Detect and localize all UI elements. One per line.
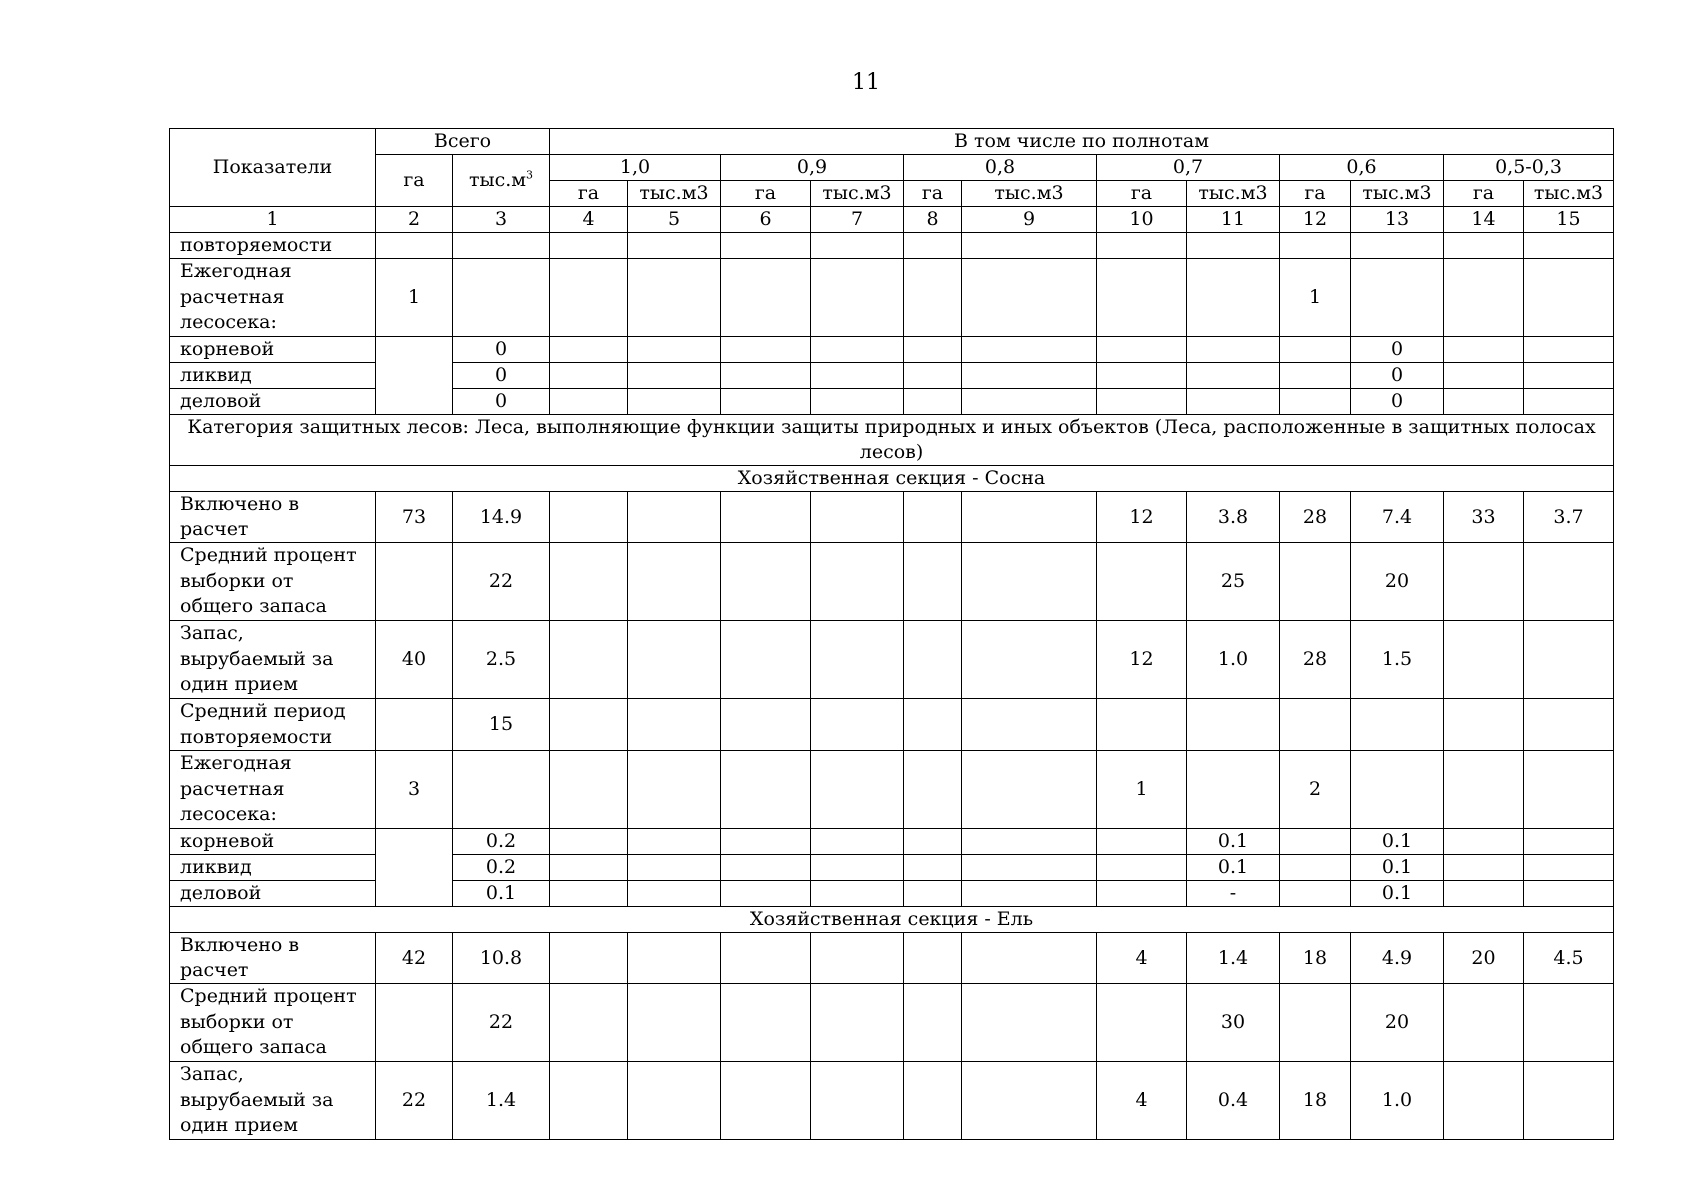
header-total-ha: га xyxy=(376,155,453,207)
cell: 33 xyxy=(1444,492,1524,543)
section-title-spruce: Хозяйственная секция - Ель xyxy=(170,907,1614,933)
unit-thous-m3: тыс.м3 xyxy=(811,181,904,207)
cell: 0 xyxy=(453,389,550,415)
cell: 3.8 xyxy=(1187,492,1280,543)
table-row xyxy=(170,829,1614,855)
row-label: ликвид xyxy=(170,855,376,881)
table-row xyxy=(170,1062,1614,1140)
header-row-2 xyxy=(170,155,1614,181)
unit-ha: га xyxy=(1444,181,1524,207)
cell: 0.2 xyxy=(453,855,550,881)
cell: 0.1 xyxy=(1187,855,1280,881)
cell: 0.1 xyxy=(1351,881,1444,907)
table-row xyxy=(170,233,1614,259)
cell: 18 xyxy=(1280,1062,1351,1140)
cell: 1.4 xyxy=(453,1062,550,1140)
unit-ha: га xyxy=(550,181,628,207)
density-0-7: 0,7 xyxy=(1097,155,1280,181)
cell: 1 xyxy=(1097,751,1187,829)
cell: 0.1 xyxy=(1351,829,1444,855)
col-number: 15 xyxy=(1524,207,1614,233)
col-number: 1 xyxy=(170,207,376,233)
col-number: 4 xyxy=(550,207,628,233)
cell: 12 xyxy=(1097,492,1187,543)
unit-thous-m3: тыс.м3 xyxy=(1524,181,1614,207)
row-label: Средний процент выборки от общего запаса xyxy=(170,984,376,1062)
table-row xyxy=(170,337,1614,363)
cell: 20 xyxy=(1351,984,1444,1062)
cell: 3.7 xyxy=(1524,492,1614,543)
cell: 14.9 xyxy=(453,492,550,543)
section-row xyxy=(170,907,1614,933)
cell: 1.5 xyxy=(1351,621,1444,699)
density-0-8: 0,8 xyxy=(904,155,1097,181)
row-label: корневой xyxy=(170,829,376,855)
unit-ha: га xyxy=(904,181,962,207)
row-label: Включено в расчет xyxy=(170,933,376,984)
cell: 4 xyxy=(1097,1062,1187,1140)
cell: 20 xyxy=(1444,933,1524,984)
header-including: В том числе по полнотам xyxy=(550,129,1614,155)
cell: 30 xyxy=(1187,984,1280,1062)
cell: 0.2 xyxy=(453,829,550,855)
density-0-9: 0,9 xyxy=(721,155,904,181)
section-title-pine: Хозяйственная секция - Сосна xyxy=(170,466,1614,492)
row-label: деловой xyxy=(170,881,376,907)
header-row-1 xyxy=(170,129,1614,155)
cell: 1 xyxy=(376,259,453,337)
cell: 73 xyxy=(376,492,453,543)
table-row xyxy=(170,543,1614,621)
cell: 1 xyxy=(1280,259,1351,337)
row-label: повторяемости xyxy=(170,233,376,259)
row-label: Средний процент выборки от общего запаса xyxy=(170,543,376,621)
col-number: 7 xyxy=(811,207,904,233)
table-row xyxy=(170,259,1614,337)
cell: 22 xyxy=(376,1062,453,1140)
cell: 28 xyxy=(1280,492,1351,543)
row-label: Средний период повторяемости xyxy=(170,699,376,751)
cell: 4 xyxy=(1097,933,1187,984)
cell: 2 xyxy=(1280,751,1351,829)
header-indicators: Показатели xyxy=(170,129,376,207)
unit-ha: га xyxy=(721,181,811,207)
cell: 2.5 xyxy=(453,621,550,699)
cell: 20 xyxy=(1351,543,1444,621)
row-label: Ежегодная расчетная лесосека: xyxy=(170,751,376,829)
cell: 0.1 xyxy=(1351,855,1444,881)
cell: 22 xyxy=(453,543,550,621)
cell: 4.5 xyxy=(1524,933,1614,984)
density-1-0: 1,0 xyxy=(550,155,721,181)
cell: 0.1 xyxy=(453,881,550,907)
unit-ha: га xyxy=(1097,181,1187,207)
cell: 12 xyxy=(1097,621,1187,699)
cell: 7.4 xyxy=(1351,492,1444,543)
cell: 0 xyxy=(1351,389,1444,415)
cell: 4.9 xyxy=(1351,933,1444,984)
row-label: деловой xyxy=(170,389,376,415)
row-label: Ежегодная расчетная лесосека: xyxy=(170,259,376,337)
table-row xyxy=(170,699,1614,751)
cell: 40 xyxy=(376,621,453,699)
unit-thous-m3: тыс.м3 xyxy=(1187,181,1280,207)
density-0-5-0-3: 0,5-0,3 xyxy=(1444,155,1614,181)
col-number: 14 xyxy=(1444,207,1524,233)
row-label: корневой xyxy=(170,337,376,363)
row-label: Включено в расчет xyxy=(170,492,376,543)
col-number: 2 xyxy=(376,207,453,233)
row-label: ликвид xyxy=(170,363,376,389)
row-label: Запас, вырубаемый за один прием xyxy=(170,1062,376,1140)
cell: - xyxy=(1187,881,1280,907)
cell: 28 xyxy=(1280,621,1351,699)
col-number: 12 xyxy=(1280,207,1351,233)
cell: 25 xyxy=(1187,543,1280,621)
cell: 18 xyxy=(1280,933,1351,984)
cell: 1.0 xyxy=(1187,621,1280,699)
column-number-row xyxy=(170,207,1614,233)
section-row xyxy=(170,466,1614,492)
col-number: 5 xyxy=(628,207,721,233)
cell: 0 xyxy=(1351,363,1444,389)
table-row xyxy=(170,751,1614,829)
header-total-thous-m3: $тыс.м^3$ xyxy=(453,155,550,207)
col-number: 11 xyxy=(1187,207,1280,233)
header-total: Всего xyxy=(376,129,550,155)
density-0-6: 0,6 xyxy=(1280,155,1444,181)
table-row xyxy=(170,621,1614,699)
forest-table xyxy=(169,128,1614,1140)
cell: 42 xyxy=(376,933,453,984)
table-row xyxy=(170,492,1614,543)
page-number: 11 xyxy=(852,70,880,95)
cell: 1.0 xyxy=(1351,1062,1444,1140)
cell: 3 xyxy=(376,751,453,829)
col-number: 3 xyxy=(453,207,550,233)
row-label: Запас, вырубаемый за один прием xyxy=(170,621,376,699)
unit-thous-m3: тыс.м3 xyxy=(1351,181,1444,207)
col-number: 6 xyxy=(721,207,811,233)
cell: 22 xyxy=(453,984,550,1062)
category-row xyxy=(170,415,1614,466)
table-row xyxy=(170,933,1614,984)
cell: 0 xyxy=(1351,337,1444,363)
cell: 0.1 xyxy=(1187,829,1280,855)
category-title: Категория защитных лесов: Леса, выполняющие функции защиты природных и иных объектов (Леса, расположенные в защитных полосах лесов) xyxy=(170,415,1614,466)
unit-thous-m3: тыс.м3 xyxy=(628,181,721,207)
cell: 15 xyxy=(453,699,550,751)
cell: 1.4 xyxy=(1187,933,1280,984)
cell: 0.4 xyxy=(1187,1062,1280,1140)
col-number: 8 xyxy=(904,207,962,233)
col-number: 10 xyxy=(1097,207,1187,233)
col-number: 9 xyxy=(962,207,1097,233)
table-row xyxy=(170,984,1614,1062)
cell: 0 xyxy=(453,363,550,389)
unit-thous-m3: тыс.м3 xyxy=(962,181,1097,207)
cell: 0 xyxy=(453,337,550,363)
col-number: 13 xyxy=(1351,207,1444,233)
unit-ha: га xyxy=(1280,181,1351,207)
cell: 10.8 xyxy=(453,933,550,984)
